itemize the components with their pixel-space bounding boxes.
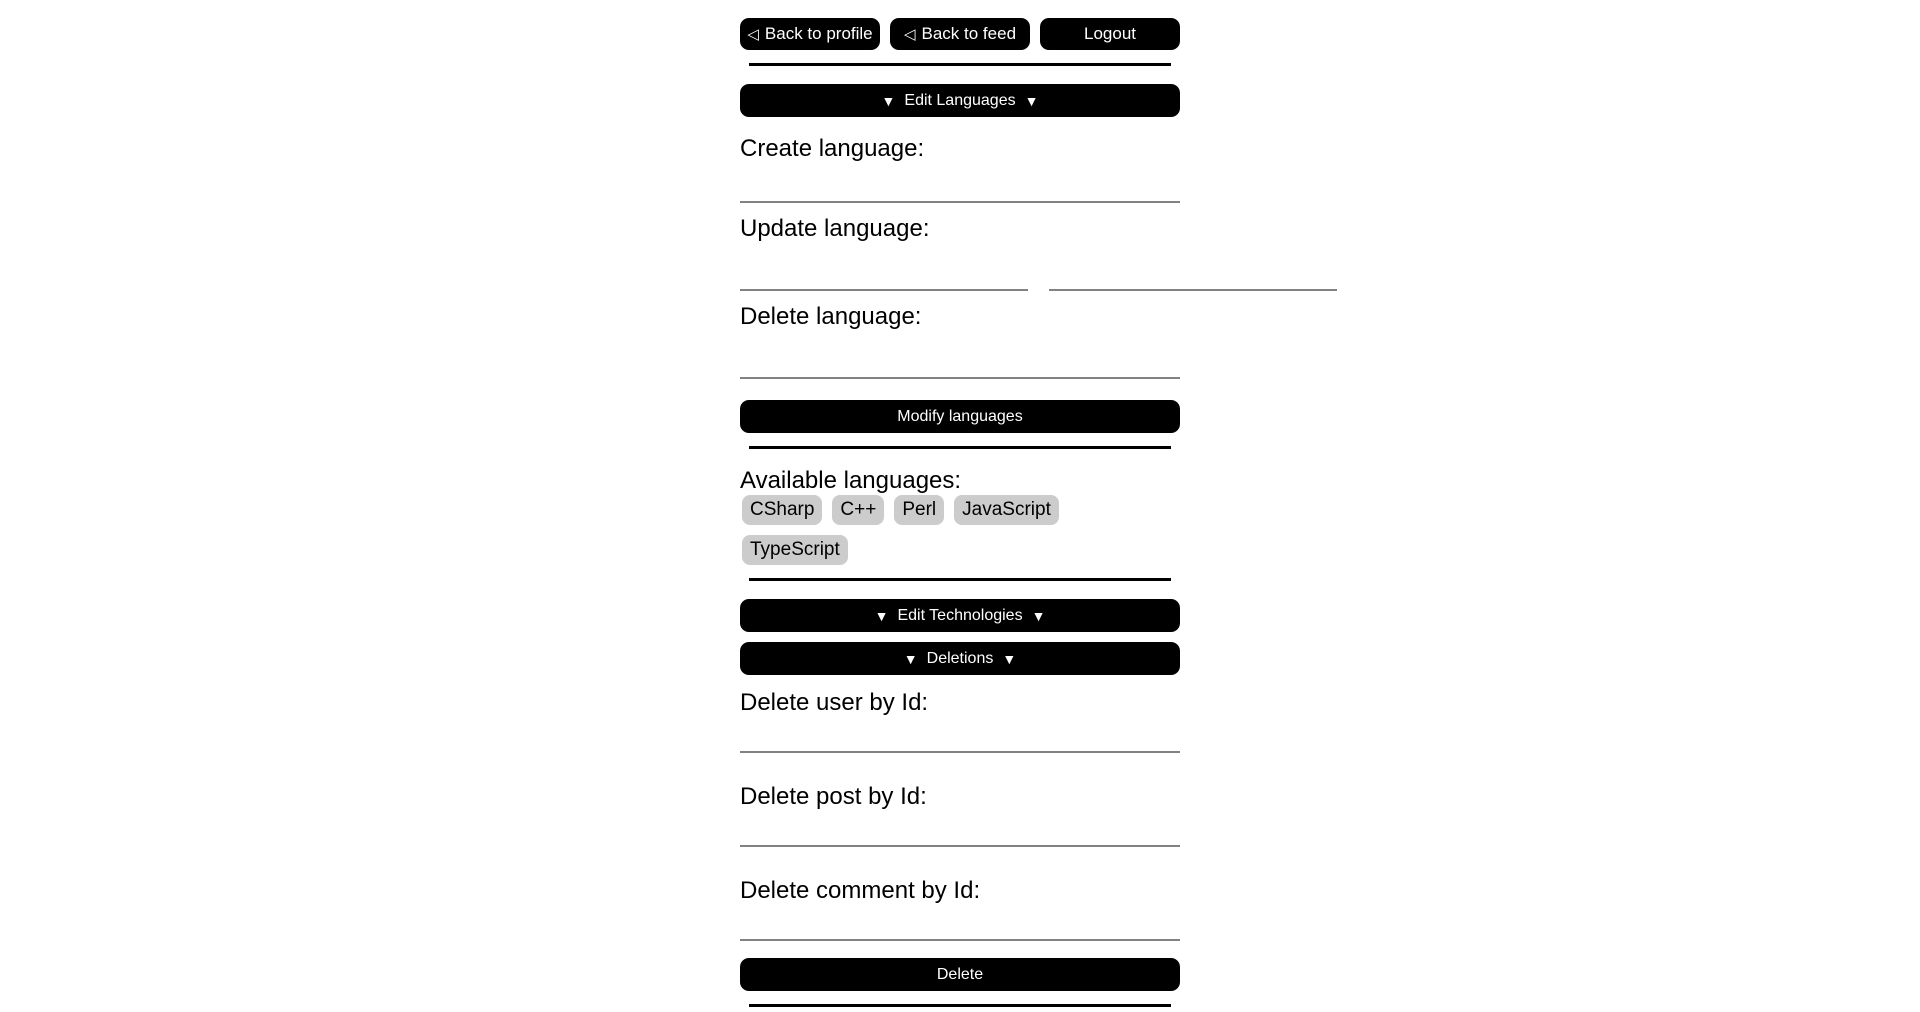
modify-languages-button[interactable]	[740, 400, 1180, 433]
language-tag-cpp: C++	[832, 495, 884, 525]
language-tag-typescript: TypeScript	[742, 535, 848, 565]
available-languages-label: Available languages:	[740, 467, 962, 494]
modify-languages-label: Modify languages	[897, 407, 1023, 425]
language-tag-perl: Perl	[894, 495, 944, 525]
chevron-down-icon: ▼	[874, 607, 889, 624]
delete-post-label: Delete post by Id:	[740, 783, 927, 810]
language-tag-csharp: CSharp	[742, 495, 822, 525]
edit-languages-toggle[interactable]	[740, 84, 1180, 117]
create-language-label: Create language:	[740, 135, 925, 162]
chevron-down-icon: ▼	[903, 650, 918, 667]
edit-technologies-label: Edit Technologies	[897, 606, 1023, 624]
back-icon: ◁	[747, 25, 759, 43]
update-language-old-input[interactable]	[740, 243, 1028, 291]
delete-user-id-input[interactable]	[740, 717, 1180, 753]
chevron-down-icon: ▼	[881, 92, 896, 109]
delete-button[interactable]	[740, 958, 1180, 991]
toolbar	[740, 18, 1180, 50]
update-language-row	[740, 243, 1180, 291]
delete-user-label: Delete user by Id:	[740, 689, 929, 716]
update-language-label: Update language:	[740, 215, 930, 242]
divider	[749, 63, 1171, 66]
delete-button-label: Delete	[936, 965, 984, 983]
back-to-profile-button[interactable]	[740, 18, 880, 50]
logout-button[interactable]	[1040, 18, 1180, 50]
divider	[749, 1004, 1171, 1007]
delete-language-input[interactable]	[740, 331, 1180, 379]
admin-panel	[740, 0, 1180, 1007]
back-to-profile-label: Back to profile	[764, 24, 873, 43]
logout-label: Logout	[1084, 24, 1136, 43]
language-tag-javascript: JavaScript	[954, 495, 1059, 525]
back-to-feed-label: Back to feed	[921, 24, 1017, 43]
deletions-toggle[interactable]	[740, 642, 1180, 675]
edit-technologies-toggle[interactable]	[740, 599, 1180, 632]
update-language-new-input[interactable]	[1049, 243, 1337, 291]
divider	[749, 446, 1171, 449]
chevron-down-icon: ▼	[1031, 607, 1046, 624]
delete-post-id-input[interactable]	[740, 811, 1180, 847]
delete-language-label: Delete language:	[740, 303, 922, 330]
delete-comment-id-input[interactable]	[740, 905, 1180, 941]
back-to-feed-button[interactable]	[890, 18, 1030, 50]
create-language-input[interactable]	[740, 163, 1180, 203]
deletions-label: Deletions	[926, 649, 994, 667]
chevron-down-icon: ▼	[1002, 650, 1017, 667]
edit-languages-label: Edit Languages	[904, 91, 1016, 109]
divider	[749, 578, 1171, 581]
available-languages-list	[742, 495, 1172, 565]
delete-comment-label: Delete comment by Id:	[740, 877, 981, 904]
back-icon: ◁	[903, 25, 916, 43]
chevron-down-icon: ▼	[1024, 92, 1039, 109]
